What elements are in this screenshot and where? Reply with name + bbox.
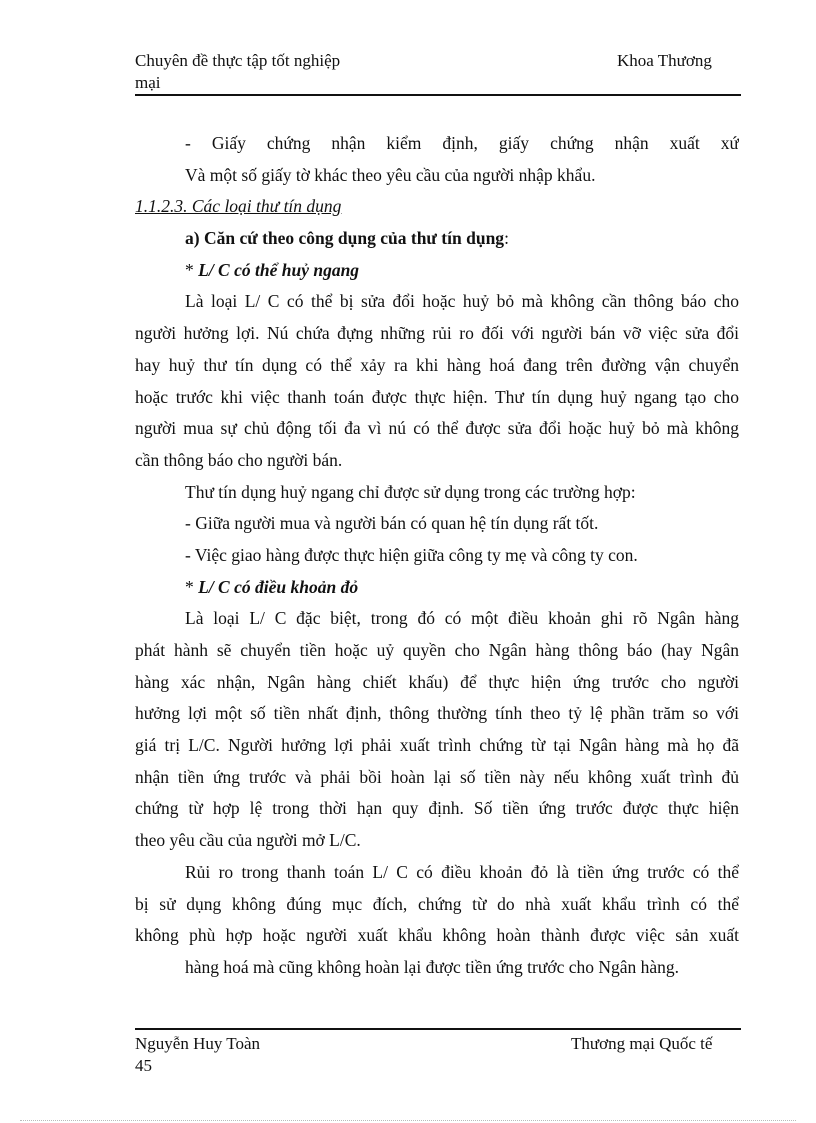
paragraph-line: chứng từ hợp lệ trong thời hạn quy định. Số tiền ứng trước được thực hiện	[135, 798, 739, 819]
paragraph-line: Là loại L/ C có thể bị sửa đổi hoặc huỷ bỏ mà không cần thông báo cho	[185, 291, 739, 312]
paragraph-line: hàng hoá mà cũng không hoàn lại được tiền ứng trước cho Ngân hàng.	[185, 956, 680, 977]
page-edge-dots	[20, 1120, 796, 1121]
bullet-line: - Giữa người mua và người bán có quan hệ tín dụng rất tốt.	[185, 513, 599, 534]
footer-right: Thương mại Quốc tế	[571, 1034, 713, 1053]
paragraph-line: phát hành sẽ chuyển tiền hoặc uỷ quyền cho Ngân hàng thông báo (hay Ngân	[135, 640, 739, 660]
paragraph-line: hưởng lợi một số tiền nhất định, thông thường tính theo tỷ lệ phần trăm so với	[135, 703, 739, 724]
paragraph-line: người mua sự chủ động tối đa vì nú có thể được sửa đổi hoặc huỷ bỏ mà không	[135, 418, 739, 439]
subheading-a: a) Căn cứ theo công dụng của thư tín dụng:	[185, 228, 509, 249]
header-right: Khoa Thương	[617, 51, 712, 70]
item-heading-red-clause: * L/ C có điều khoản đỏ	[185, 576, 359, 597]
paragraph-line: cần thông báo cho người bán.	[135, 449, 343, 470]
header-left-line1: Chuyên đề thực tập tốt nghiệp	[135, 51, 341, 70]
document-body	[135, 128, 739, 984]
paragraph-line: theo yêu cầu của người mở L/C.	[135, 830, 361, 851]
body-line: Và một số giấy tờ khác theo yêu cầu của người nhập khẩu.	[185, 164, 596, 185]
section-heading: 1.1.2.3. Các loại thư tín dụng	[135, 196, 342, 217]
paragraph-line: Là loại L/ C đặc biệt, trong đó có một điều khoản ghi rõ Ngân hàng	[185, 608, 739, 629]
body-line: - Giấy chứng nhận kiểm định, giấy chứng nhận xuất xứ	[185, 133, 739, 153]
paragraph-line: nhận tiền ứng trước và phải bồi hoàn lại số tiền này nếu không xuất trình đủ	[135, 766, 739, 787]
page-number: 45	[135, 1056, 152, 1075]
footer-divider	[135, 1028, 741, 1030]
paragraph-line: người hưởng lợi. Nú chứa đựng những rủi ro đối với người bán vỡ việc sửa đổi	[135, 323, 739, 344]
footer-author: Nguyễn Huy Toàn	[135, 1034, 261, 1053]
paragraph-line: Thư tín dụng huỷ ngang chỉ được sử dụng trong các trường hợp:	[185, 481, 636, 502]
bullet-line: - Việc giao hàng được thực hiện giữa công ty mẹ và công ty con.	[185, 544, 638, 565]
paragraph-line: giá trị L/C. Người hưởng lợi phải xuất trình chứng từ tại Ngân hàng mà họ đã	[135, 735, 739, 756]
paragraph-line: hoặc trước khi việc thanh toán được thực hiện. Thư tín dụng huỷ ngang tạo cho	[135, 386, 739, 407]
paragraph-line: hay huỷ thư tín dụng có thể xảy ra khi hàng hoá đang trên đường vận chuyển	[135, 354, 739, 375]
header-divider	[135, 94, 741, 96]
item-heading-revocable: * L/ C có thể huỷ ngang	[185, 259, 360, 280]
paragraph-line: không phù hợp hoặc người xuất khẩu không hoàn thành được việc sản xuất	[135, 925, 739, 946]
paragraph-line: hàng xác nhận, Ngân hàng chiết khấu) để thực hiện ứng trước cho người	[135, 671, 739, 692]
paragraph-line: Rủi ro trong thanh toán L/ C có điều khoản đỏ là tiền ứng trước có thể	[185, 861, 739, 882]
header-left-line2: mại	[135, 73, 161, 92]
paragraph-line: bị sử dụng không đúng mục đích, chứng từ do nhà xuất khẩu trình có thể	[135, 893, 739, 914]
